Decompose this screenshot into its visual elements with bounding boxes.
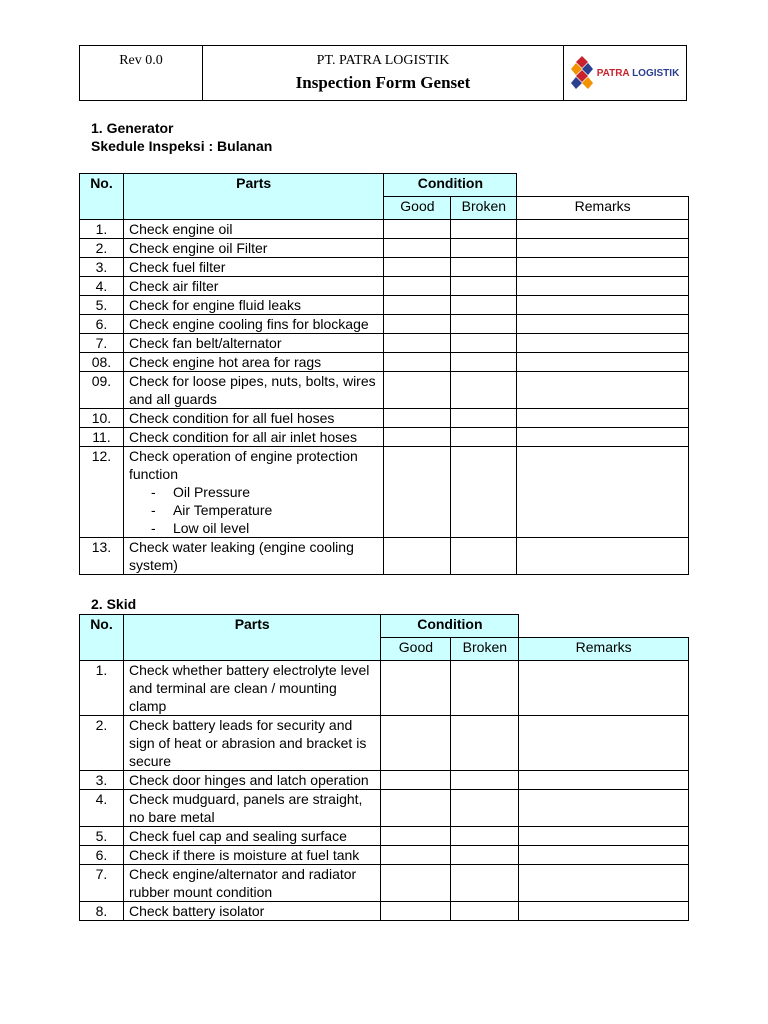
good-cell[interactable] (381, 661, 451, 716)
row-number: 1. (80, 661, 124, 716)
row-number: 08. (80, 353, 124, 372)
row-part (123, 296, 383, 315)
row-number: 11. (80, 428, 124, 447)
broken-cell[interactable] (451, 334, 517, 353)
column-header-condition: Condition (381, 615, 519, 638)
header-title-cell (203, 46, 564, 101)
row-number: 12. (80, 447, 124, 538)
table-row (80, 239, 689, 258)
company-name: PT. PATRA LOGISTIK (316, 53, 450, 68)
logo-text (597, 68, 680, 79)
logo-cell (564, 46, 687, 101)
remarks-cell[interactable] (519, 771, 689, 790)
row-number: 7. (80, 865, 124, 902)
remarks-cell[interactable] (519, 846, 689, 865)
row-part (123, 239, 383, 258)
good-cell[interactable] (384, 538, 451, 575)
good-cell[interactable] (384, 428, 451, 447)
row-number: 6. (80, 846, 124, 865)
logo-word-logistik: LOGISTIK (632, 67, 680, 79)
broken-cell[interactable] (451, 902, 519, 921)
sub-item (151, 519, 378, 537)
table-row (80, 790, 689, 827)
part-text: Check water leaking (engine cooling system) (128, 539, 354, 573)
row-number: 2. (80, 239, 124, 258)
part-text: Check operation of engine protection function (128, 448, 358, 482)
sub-item (151, 501, 378, 519)
remarks-cell[interactable] (517, 296, 689, 315)
row-number: 6. (80, 315, 124, 334)
remarks-cell[interactable] (517, 277, 689, 296)
sub-item (151, 483, 378, 501)
row-part (123, 716, 381, 771)
row-number: 1. (80, 220, 124, 239)
broken-cell[interactable] (451, 296, 517, 315)
row-part (123, 771, 381, 790)
good-cell[interactable] (384, 315, 451, 334)
row-part (123, 661, 381, 716)
good-cell[interactable] (384, 258, 451, 277)
row-number: 4. (80, 790, 124, 827)
remarks-cell[interactable] (519, 716, 689, 771)
remarks-cell[interactable] (517, 353, 689, 372)
broken-cell[interactable] (451, 428, 517, 447)
remarks-cell[interactable] (519, 902, 689, 921)
column-header-condition: Condition (384, 174, 517, 197)
remarks-cell[interactable] (517, 372, 689, 409)
broken-cell[interactable] (451, 846, 519, 865)
column-header-broken: Broken (451, 197, 517, 220)
remarks-cell[interactable] (517, 409, 689, 428)
section-skid-heading: 2. Skid (91, 596, 137, 612)
row-part (123, 790, 381, 827)
part-text: Check condition for all air inlet hoses (128, 429, 357, 445)
table-row (80, 277, 689, 296)
remarks-cell[interactable] (519, 865, 689, 902)
broken-cell[interactable] (451, 865, 519, 902)
logo-word-patra: PATRA (596, 67, 630, 79)
remarks-cell[interactable] (517, 428, 689, 447)
broken-cell[interactable] (451, 372, 517, 409)
table-row (80, 902, 689, 921)
broken-cell[interactable] (451, 827, 519, 846)
table-row (80, 865, 689, 902)
sub-item-list (129, 483, 378, 537)
part-text: Check engine oil (128, 221, 233, 237)
row-part (123, 409, 383, 428)
row-part (123, 258, 383, 277)
form-header (79, 45, 687, 101)
broken-cell[interactable] (451, 716, 519, 771)
broken-cell[interactable] (451, 409, 517, 428)
row-part (123, 334, 383, 353)
good-cell[interactable] (384, 334, 451, 353)
part-text: Check if there is moisture at fuel tank (128, 847, 360, 863)
row-part (123, 277, 383, 296)
remarks-cell[interactable] (517, 315, 689, 334)
schedule-label: Skedule Inspeksi : Bulanan (91, 138, 273, 154)
broken-cell[interactable] (451, 277, 517, 296)
broken-cell[interactable] (451, 771, 519, 790)
table-row (80, 846, 689, 865)
column-header-no: No. (80, 174, 124, 220)
row-number: 5. (80, 827, 124, 846)
broken-cell[interactable] (451, 661, 519, 716)
column-header-remarks: Remarks (517, 197, 689, 220)
sub-item-text: Oil Pressure (172, 484, 250, 500)
table-row (80, 447, 689, 538)
broken-cell[interactable] (451, 790, 519, 827)
form-title: Inspection Form Genset (295, 73, 471, 92)
row-part (123, 846, 381, 865)
row-part (123, 902, 381, 921)
good-cell[interactable] (384, 296, 451, 315)
good-cell[interactable] (381, 846, 451, 865)
row-number: 3. (80, 771, 124, 790)
table-row (80, 428, 689, 447)
column-header-broken: Broken (451, 638, 519, 661)
good-cell[interactable] (381, 716, 451, 771)
table-row (80, 827, 689, 846)
good-cell[interactable] (384, 372, 451, 409)
column-header-parts: Parts (123, 615, 381, 661)
broken-cell[interactable] (451, 538, 517, 575)
good-cell[interactable] (384, 409, 451, 428)
section-generator-heading (91, 119, 272, 155)
broken-cell[interactable] (451, 315, 517, 334)
part-text: Check condition for all fuel hoses (128, 410, 335, 426)
good-cell[interactable] (384, 220, 451, 239)
part-text: Check battery isolator (128, 903, 265, 919)
good-cell[interactable] (381, 865, 451, 902)
table-row (80, 716, 689, 771)
good-cell[interactable] (381, 771, 451, 790)
generator-rows (80, 220, 689, 575)
broken-cell[interactable] (451, 258, 517, 277)
sub-item-text: Low oil level (172, 520, 250, 536)
table-row (80, 771, 689, 790)
part-text: Check door hinges and latch operation (128, 772, 369, 788)
logo-mark-icon (571, 56, 593, 90)
column-header-good: Good (384, 197, 451, 220)
table-row (80, 258, 689, 277)
table-row (80, 661, 689, 716)
row-part (123, 315, 383, 334)
row-number: 10. (80, 409, 124, 428)
part-text: Check whether battery electrolyte level and terminal are clean / mounting clamp (128, 662, 370, 714)
broken-cell[interactable] (451, 447, 517, 538)
revision-label: Rev 0.0 (80, 46, 203, 101)
remarks-cell[interactable] (517, 239, 689, 258)
part-text: Check fuel filter (128, 259, 226, 275)
company-logo (564, 46, 686, 100)
column-header-no: No. (80, 615, 124, 661)
part-text: Check air filter (128, 278, 219, 294)
good-cell[interactable] (384, 353, 451, 372)
remarks-cell[interactable] (517, 538, 689, 575)
section-title: 1. Generator (91, 120, 174, 136)
row-number: 4. (80, 277, 124, 296)
table-row (80, 334, 689, 353)
broken-cell[interactable] (451, 353, 517, 372)
good-cell[interactable] (381, 902, 451, 921)
column-header-remarks: Remarks (519, 638, 689, 661)
row-part (123, 447, 383, 538)
good-cell[interactable] (384, 277, 451, 296)
table-row (80, 296, 689, 315)
row-number: 5. (80, 296, 124, 315)
part-text: Check engine cooling fins for blockage (128, 316, 369, 332)
skid-rows (80, 661, 689, 921)
row-number: 8. (80, 902, 124, 921)
row-part (123, 372, 383, 409)
part-text: Check for engine fluid leaks (128, 297, 301, 313)
remarks-cell[interactable] (517, 447, 689, 538)
part-text: Check engine oil Filter (128, 240, 268, 256)
remarks-cell[interactable] (517, 220, 689, 239)
row-part (123, 865, 381, 902)
row-part (123, 827, 381, 846)
row-number: 09. (80, 372, 124, 409)
remarks-cell[interactable] (519, 661, 689, 716)
remarks-cell[interactable] (517, 258, 689, 277)
generator-inspection-table (79, 173, 689, 575)
row-number: 2. (80, 716, 124, 771)
part-text: Check fuel cap and sealing surface (128, 828, 347, 844)
remarks-cell[interactable] (519, 827, 689, 846)
part-text: Check engine/alternator and radiator rubber mount condition (128, 866, 357, 900)
row-part (123, 538, 383, 575)
row-part (123, 428, 383, 447)
part-text: Check fan belt/alternator (128, 335, 282, 351)
table-row (80, 372, 689, 409)
table-row (80, 315, 689, 334)
column-header-good: Good (381, 638, 451, 661)
part-text: Check battery leads for security and sign of heat or abrasion and bracket is secure (128, 717, 367, 769)
part-text: Check for loose pipes, nuts, bolts, wires and all guards (128, 373, 376, 407)
remarks-cell[interactable] (519, 790, 689, 827)
good-cell[interactable] (381, 790, 451, 827)
part-text: Check mudguard, panels are straight, no bare metal (128, 791, 363, 825)
good-cell[interactable] (384, 239, 451, 258)
table-row (80, 409, 689, 428)
row-part (123, 353, 383, 372)
sub-item-text: Air Temperature (172, 502, 273, 518)
remarks-cell[interactable] (517, 334, 689, 353)
good-cell[interactable] (381, 827, 451, 846)
row-number: 3. (80, 258, 124, 277)
table-row (80, 538, 689, 575)
part-text: Check engine hot area for rags (128, 354, 322, 370)
row-number: 13. (80, 538, 124, 575)
table-row (80, 220, 689, 239)
row-number: 7. (80, 334, 124, 353)
table-row (80, 353, 689, 372)
column-header-parts: Parts (123, 174, 383, 220)
broken-cell[interactable] (451, 239, 517, 258)
good-cell[interactable] (384, 447, 451, 538)
skid-inspection-table (79, 614, 689, 921)
broken-cell[interactable] (451, 220, 517, 239)
row-part (123, 220, 383, 239)
